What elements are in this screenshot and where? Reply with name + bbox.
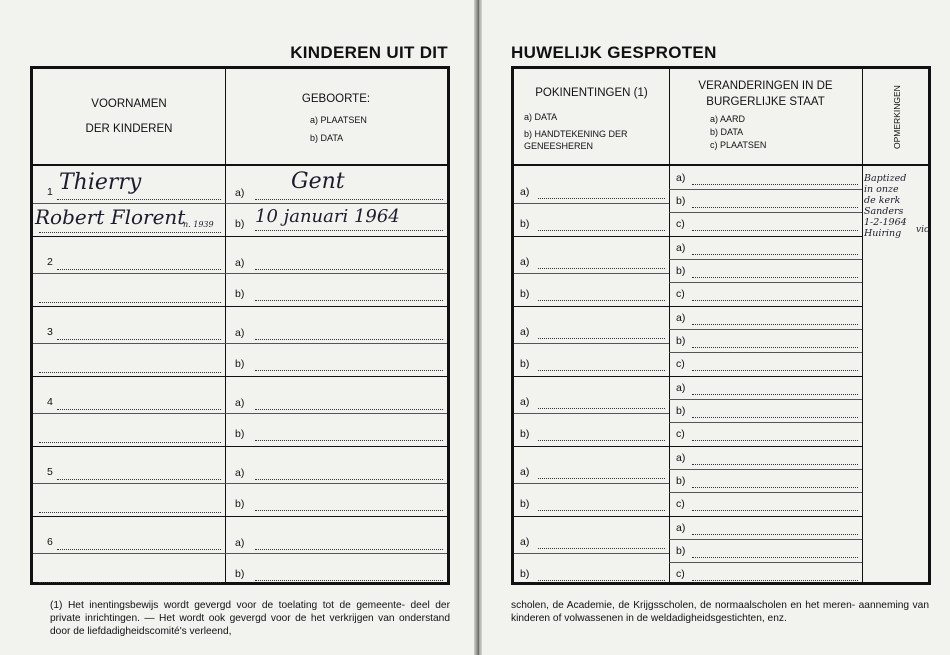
child-number: 4	[47, 396, 53, 408]
civil-change-kind-line	[692, 394, 858, 395]
row-third-divider	[669, 469, 862, 470]
children-table	[30, 66, 450, 585]
remarks-header: OPMERKINGEN	[892, 85, 902, 149]
civil-status-option-b: b) DATA	[710, 127, 744, 137]
civil-change-date-label: b)	[676, 195, 686, 207]
row-mid-divider	[514, 553, 669, 554]
name-line	[39, 582, 221, 583]
row-mid-divider	[33, 483, 447, 484]
birth-header: GEBOORTE:	[301, 93, 371, 105]
row-mid-divider	[514, 273, 669, 274]
vaccination-date-label: a)	[520, 536, 530, 548]
place-line	[255, 549, 443, 550]
name-line	[57, 339, 221, 340]
date-label: b)	[235, 498, 245, 510]
column-divider	[669, 69, 670, 582]
row-third-divider	[669, 399, 862, 400]
vaccination-date-label: a)	[520, 396, 530, 408]
civil-change-date-line	[692, 417, 858, 418]
row-mid-divider	[33, 553, 447, 554]
doctor-signature-line	[538, 580, 665, 581]
date-label: b)	[235, 288, 245, 300]
civil-change-kind-line	[692, 464, 858, 465]
row-mid-divider	[33, 413, 447, 414]
right-page-title: HUWELIJK GESPROTEN	[511, 43, 717, 62]
vaccinations-option-b: b) HANDTEKENING DER GENEESHEREN	[524, 129, 628, 151]
date-label: b)	[235, 218, 245, 230]
civil-change-date-label: b)	[676, 475, 686, 487]
date-label: b)	[235, 428, 245, 440]
doctor-signature-line	[538, 370, 665, 371]
doctor-signature-label: b)	[520, 498, 530, 510]
civil-change-place-line	[692, 300, 858, 301]
name-line	[39, 302, 221, 303]
row-mid-divider	[33, 203, 447, 204]
child-number: 3	[47, 326, 53, 338]
child-note: n. 1939	[183, 220, 214, 229]
child-number: 2	[47, 256, 53, 268]
vaccinations-option-a: a) DATA	[524, 112, 558, 122]
name-line	[57, 549, 221, 550]
doctor-signature-label: b)	[520, 568, 530, 580]
date-label: b)	[235, 568, 245, 580]
row-third-divider	[669, 329, 862, 330]
civil-status-option-c: c) PLAATSEN	[710, 140, 767, 150]
civil-change-place-line	[692, 580, 858, 581]
row-third-divider	[669, 189, 862, 190]
civil-change-date-line	[692, 487, 858, 488]
civil-change-place-line	[692, 440, 858, 441]
vaccination-date-label: a)	[520, 466, 530, 478]
civil-change-date-label: b)	[676, 335, 686, 347]
name-line	[39, 442, 221, 443]
civil-change-kind-line	[692, 324, 858, 325]
row-third-divider	[669, 539, 862, 540]
civil-change-place-line	[692, 510, 858, 511]
doctor-signature-line	[538, 230, 665, 231]
remarks-handwriting: Baptized in onze de kerk Sanders 1-2-1964 Huiring	[864, 173, 907, 239]
date-line	[255, 300, 443, 301]
vaccination-date-line	[538, 198, 665, 199]
place-label: a)	[235, 467, 245, 479]
doctor-signature-label: b)	[520, 288, 530, 300]
row-divider	[33, 376, 447, 377]
civil-change-place-line	[692, 230, 858, 231]
row-divider	[514, 236, 862, 237]
place-line	[255, 269, 443, 270]
row-mid-divider	[514, 483, 669, 484]
place-label: a)	[235, 257, 245, 269]
left-page	[0, 0, 474, 655]
row-divider	[33, 446, 447, 447]
row-divider	[514, 446, 862, 447]
doctor-signature-line	[538, 510, 665, 511]
first-names-header: VOORNAMEN DER KINDEREN	[85, 98, 173, 135]
civil-change-place-label: c)	[676, 218, 685, 230]
civil-change-kind-line	[692, 534, 858, 535]
child-number: 5	[47, 466, 53, 478]
vaccination-date-line	[538, 408, 665, 409]
place-line	[255, 339, 443, 340]
doctor-signature-line	[538, 300, 665, 301]
place-label: a)	[235, 187, 245, 199]
row-third-divider	[669, 562, 862, 563]
name-line	[57, 199, 221, 200]
civil-change-date-line	[692, 207, 858, 208]
row-mid-divider	[514, 203, 669, 204]
civil-status-option-a: a) AARD	[710, 114, 746, 124]
book-spine	[474, 0, 482, 655]
birth-date: 10 januari 1964	[255, 206, 400, 227]
date-line	[255, 510, 443, 511]
date-line	[255, 580, 443, 581]
civil-change-kind-label: a)	[676, 172, 686, 184]
row-mid-divider	[514, 343, 669, 344]
place-line	[255, 199, 443, 200]
civil-change-kind-line	[692, 254, 858, 255]
right-footnote: scholen, de Academie, de Krijgsscholen, de normaalscholen en het meren- aanneming van kinderen of volwassenen in de weldadigheidsgestichten, enz.	[511, 600, 929, 624]
date-line	[255, 230, 443, 231]
date-line	[255, 440, 443, 441]
vaccinations-header: POKINENTINGEN (1)	[535, 87, 648, 99]
row-third-divider	[669, 422, 862, 423]
row-divider	[514, 306, 862, 307]
row-divider	[33, 516, 447, 517]
name-line	[39, 372, 221, 373]
row-third-divider	[669, 212, 862, 213]
vaccination-date-line	[538, 268, 665, 269]
child-name-line1: Thierry	[59, 170, 142, 195]
civil-change-kind-label: a)	[676, 452, 686, 464]
birth-place: Gent	[291, 169, 345, 194]
row-mid-divider	[33, 273, 447, 274]
row-third-divider	[669, 352, 862, 353]
vaccination-table	[511, 66, 931, 585]
civil-change-date-line	[692, 347, 858, 348]
civil-change-kind-label: a)	[676, 312, 686, 324]
civil-change-date-label: b)	[676, 545, 686, 557]
civil-change-date-line	[692, 557, 858, 558]
left-footnote: (1) Het inentingsbewijs wordt gevergd voor de toelating tot de gemeente- deel der private inrichtingen. — Het wordt ook gevergd voor de het verkrijgen van onderstand door de liefdadigheidscomité's verleend,	[50, 600, 450, 637]
column-divider	[225, 69, 226, 582]
name-line	[39, 232, 221, 233]
row-third-divider	[669, 492, 862, 493]
date-line	[255, 370, 443, 371]
civil-change-place-line	[692, 370, 858, 371]
vaccination-date-line	[538, 338, 665, 339]
civil-change-kind-label: a)	[676, 382, 686, 394]
place-label: a)	[235, 327, 245, 339]
remarks-handwriting-extra: vic	[916, 225, 930, 235]
vaccination-date-line	[538, 478, 665, 479]
place-label: a)	[235, 397, 245, 409]
civil-change-place-label: c)	[676, 498, 685, 510]
vaccination-date-label: a)	[520, 186, 530, 198]
child-number: 1	[47, 186, 53, 198]
row-divider	[33, 306, 447, 307]
civil-change-date-line	[692, 277, 858, 278]
civil-change-kind-line	[692, 184, 858, 185]
birth-option-a: a) PLAATSEN	[310, 115, 367, 125]
civil-status-header: VERANDERINGEN IN DE BURGERLIJKE STAAT	[698, 80, 833, 108]
place-line	[255, 479, 443, 480]
left-page-title: KINDEREN UIT DIT	[290, 43, 448, 62]
row-mid-divider	[514, 413, 669, 414]
name-line	[57, 479, 221, 480]
vaccination-date-label: a)	[520, 256, 530, 268]
row-mid-divider	[33, 343, 447, 344]
name-line	[39, 512, 221, 513]
doctor-signature-line	[538, 440, 665, 441]
row-divider	[514, 376, 862, 377]
civil-change-place-label: c)	[676, 358, 685, 370]
civil-change-place-label: c)	[676, 568, 685, 580]
name-line	[57, 269, 221, 270]
place-line	[255, 409, 443, 410]
child-name-line2: Robert Florent	[35, 205, 186, 229]
civil-change-date-label: b)	[676, 265, 686, 277]
place-label: a)	[235, 537, 245, 549]
doctor-signature-label: b)	[520, 428, 530, 440]
doctor-signature-label: b)	[520, 218, 530, 230]
doctor-signature-label: b)	[520, 358, 530, 370]
column-divider	[862, 69, 863, 582]
civil-change-place-label: c)	[676, 288, 685, 300]
civil-change-kind-label: a)	[676, 522, 686, 534]
row-divider	[514, 516, 862, 517]
birth-option-b: b) DATA	[310, 133, 344, 143]
child-number: 6	[47, 536, 53, 548]
civil-change-date-label: b)	[676, 405, 686, 417]
vaccination-date-line	[538, 548, 665, 549]
right-page	[482, 0, 950, 655]
vaccination-date-label: a)	[520, 326, 530, 338]
name-line	[57, 409, 221, 410]
civil-change-place-label: c)	[676, 428, 685, 440]
civil-change-kind-label: a)	[676, 242, 686, 254]
row-divider	[33, 236, 447, 237]
row-third-divider	[669, 282, 862, 283]
date-label: b)	[235, 358, 245, 370]
row-third-divider	[669, 259, 862, 260]
